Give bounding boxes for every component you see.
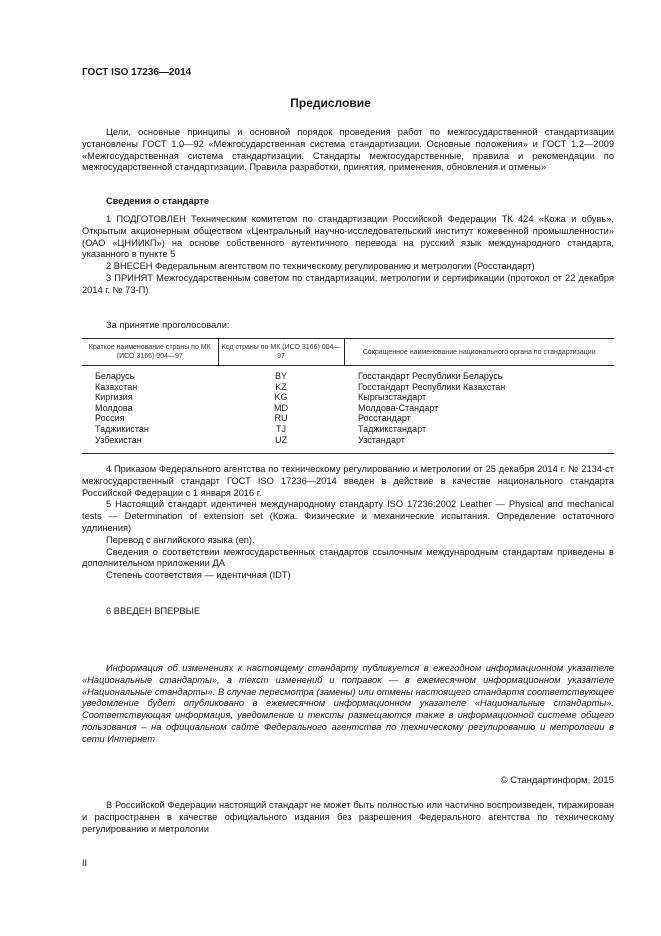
legal-notice: В Российской Федерации настоящий стандарт не может быть полностью или частично воспроизведен, тиражирован и распространен в качестве официального издания без разрешения Федерального агентства по техническому регулированию и метрологии: [82, 800, 614, 834]
intro-paragraph: Цели, основные принципы и основной порядок проведения работ по межгосударственной стандартизации установлены ГОСТ 1.0—92 «Межгосударственная система стандартизации. Основные положения» и ГОСТ 1.2—2009 «Межгосударственная система стандартизации. Стандарты межгосударственные, правила и рекомендации по межгосударственной стандартизации. Правила разработки, принятия, применения, обновления и отмены»: [82, 127, 614, 173]
info-notice-block: [82, 663, 614, 746]
national-body: Госстандарт Республики Беларусь: [358, 371, 503, 381]
country-code: RU: [274, 413, 288, 424]
table-row: [82, 392, 614, 403]
table-row: [82, 435, 614, 447]
table-header-body: Сокращенное наименование национального органа по стандартизации: [344, 339, 614, 366]
table-header-country: Краткое наименование страны по МК (ИСО 3166) 004—97: [82, 339, 218, 366]
national-body: Госстандарт Республики Казахстан: [358, 381, 506, 392]
page-number: II: [82, 858, 88, 868]
country-code: KZ: [275, 381, 287, 392]
item-4: 4 Приказом Федерального агентства по техническому регулированию и метрологии от 25 декабря 2014 г. № 2134-ст межгосударственный стандарт ГОСТ ISO 17236—2014 введен в действие в качестве национального стандарта Российской Федерации с 1 января 2016 г.: [82, 464, 614, 498]
voted-label: За принятие проголосовали:: [106, 320, 230, 330]
country-name: Таджикистан: [95, 423, 149, 434]
about-heading-block: [82, 196, 614, 208]
page-title: Предисловие: [290, 96, 371, 110]
table-row: [82, 382, 614, 393]
copyright: © Стандартинформ, 2015: [500, 775, 614, 786]
country-name: Казахстан: [95, 381, 138, 392]
national-body: Молдова-Стандарт: [358, 402, 439, 413]
items-block: [82, 214, 614, 297]
item-1: 1 ПОДГОТОВЛЕН Техническим комитетом по стандартизации Российской Федерации ТК 424 «Кожа и обувь», Открытым акционерным обществом «Центральный научно-исследовательский институт кожевенной промышленности» (ОАО «ЦНИИКП») на основе собственного аутентичного перевода на русский язык международного стандарта, указанного в пункте 5: [82, 214, 614, 260]
table-row: [82, 366, 614, 382]
item-6-block: [82, 606, 614, 618]
table-row: [82, 403, 614, 414]
national-body: Кыргызстандарт: [358, 392, 427, 403]
table-header-code: Код страны по МК (ИСО 3166) 004—97: [218, 339, 344, 366]
country-code: MD: [274, 402, 288, 413]
intro-block: [82, 127, 614, 174]
table-row: [82, 424, 614, 435]
table-header-row: [82, 339, 614, 366]
country-code: BY: [274, 371, 287, 381]
country-code: TJ: [276, 423, 286, 434]
references-note: Сведения о соответствии межгосударственных стандартов ссылочным международным стандартам приведены в дополнительном приложении ДА: [82, 546, 614, 569]
country-name: Киргизия: [95, 392, 133, 403]
item-3: 3 ПРИНЯТ Межгосударственным советом по стандартизации, метрологии и сертификации (протокол от 22 декабря 2014 г. № 73-П): [82, 272, 614, 295]
item-6: 6 ВВЕДЕН ВПЕРВЫЕ: [106, 606, 201, 616]
country-name: Беларусь: [95, 371, 135, 381]
items-4-6-block: [82, 464, 614, 582]
national-body: Узстандарт: [358, 434, 405, 445]
country-name: Россия: [95, 413, 125, 424]
legal-notice-block: [82, 800, 614, 835]
voted-label-block: [82, 320, 614, 332]
translation-note: Перевод с английского языка (en).: [106, 534, 255, 545]
item-2: 2 ВНЕСЕН Федеральным агентством по техническому регулированию и метрологии (Росстандарт): [106, 261, 535, 272]
table-row: [82, 413, 614, 424]
info-notice: Информация об изменениях к настоящему стандарту публикуется в ежегодном информационном указателе «Национальные стандарты», а текст изменений и поправок — в ежемесячном информационном указателе «Национальные стандарты». В случае пересмотра (замены) или отмены настоящего стандарта соответствующее уведомление будет опубликовано в ежемесячном информационном указателе «Национальные стандарты». Соответствующая информация, уведомление и тексты размещаются также в информационной системе общего пользования – на официальном сайте Федерального агентства по техническому регулированию и метрологии в сети Интернет: [82, 663, 614, 744]
item-5: 5 Настоящий стандарт идентичен международному стандарту ISO 17236:2002 Leather — Physical and mechanical tests — Determination of extension set (Кожа. Физические и механические испытания. Определение остаточного удлинения): [82, 499, 614, 533]
country-name: Молдова: [95, 402, 133, 413]
national-body: Таджикстандарт: [358, 423, 427, 434]
table-bottom-rule: [82, 453, 614, 454]
countries-table: [82, 338, 614, 446]
country-code: KG: [274, 392, 288, 403]
about-heading: Сведения о стандарте: [106, 196, 210, 206]
country-code: UZ: [275, 434, 287, 445]
conformity-note: Степень соответствия — идентичная (IDT): [106, 570, 291, 581]
standard-id-header: ГОСТ ISO 17236—2014: [82, 67, 192, 78]
country-name: Узбекистан: [95, 434, 142, 445]
national-body: Росстандарт: [358, 413, 411, 424]
